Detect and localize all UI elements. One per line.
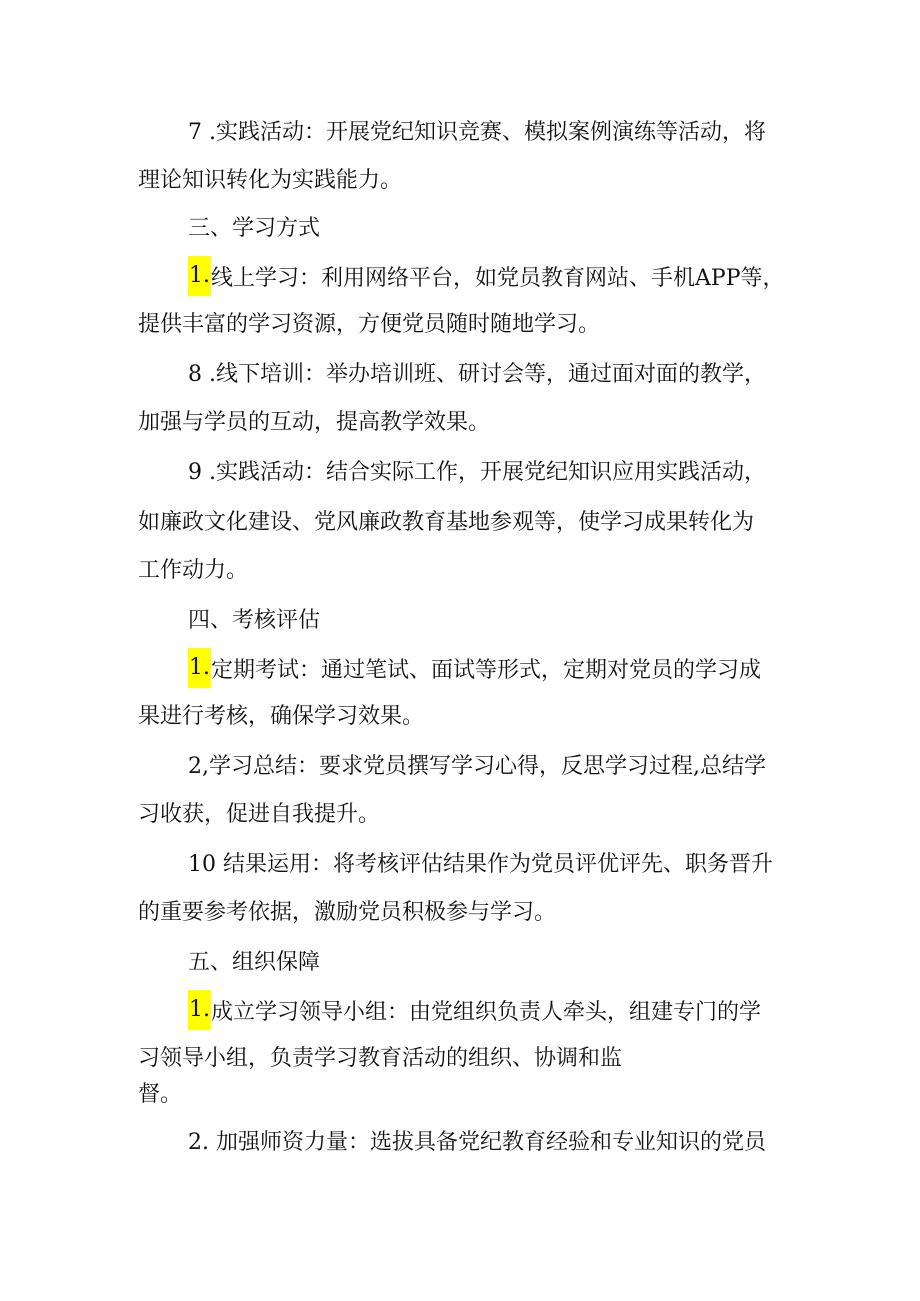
paragraph-line: 的重要参考依据，激励党员积极参与学习。 (138, 900, 557, 925)
paragraph-line (188, 996, 761, 1026)
paragraph-line: 7 .实践活动：开展党纪知识竞赛、模拟案例演练等活动，将 (188, 120, 766, 145)
highlighted-number: 1. (188, 990, 211, 1030)
paragraph-text: 成立学习领导小组：由党组织负责人牵头，组建专门的学 (211, 1000, 762, 1025)
section-heading: 五、组织保障 (188, 950, 321, 975)
paragraph-line: 8 .线下培训：举办培训班、研讨会等，通过面对面的教学， (188, 362, 766, 387)
paragraph-line: 果进行考核，确保学习效果。 (138, 704, 425, 729)
paragraph-line (188, 262, 785, 292)
paragraph-line: 工作动力。 (138, 558, 249, 583)
highlighted-number: 1. (188, 256, 211, 296)
paragraph-line: 9 .实践活动：结合实际工作，开展党纪知识应用实践活动， (188, 460, 766, 485)
paragraph-line: 10 结果运用：将考核评估结果作为党员评优评先、职务晋升 (188, 852, 773, 877)
paragraph-line: 加强与学员的互动，提高教学效果。 (138, 410, 491, 435)
paragraph-text: 线上学习：利用网络平台，如党员教育网站、手机APP等， (211, 266, 785, 291)
paragraph-line: 习收获，促进自我提升。 (138, 802, 381, 827)
section-heading: 四、考核评估 (188, 608, 321, 633)
paragraph-line: 2. 加强师资力量：选拔具备党纪教育经验和专业知识的党员 (188, 1130, 766, 1155)
paragraph-line: 理论知识转化为实践能力。 (138, 168, 403, 193)
paragraph-line: 如廉政文化建设、党风廉政教育基地参观等，使学习成果转化为 (138, 510, 755, 535)
highlighted-number: 1. (188, 648, 211, 688)
paragraph-line: 督。 (138, 1082, 183, 1107)
paragraph-line (188, 654, 761, 684)
paragraph-line: 习领导小组，负责学习教育活动的组织、协调和监 (138, 1046, 623, 1071)
section-heading: 三、学习方式 (188, 216, 321, 241)
paragraph-line: 提供丰富的学习资源，方便党员随时随地学习。 (138, 312, 601, 337)
paragraph-line: 2,学习总结：要求党员撰写学习心得，反思学习过程,总结学 (188, 754, 766, 779)
paragraph-text: 定期考试：通过笔试、面试等形式，定期对党员的学习成 (211, 658, 762, 683)
